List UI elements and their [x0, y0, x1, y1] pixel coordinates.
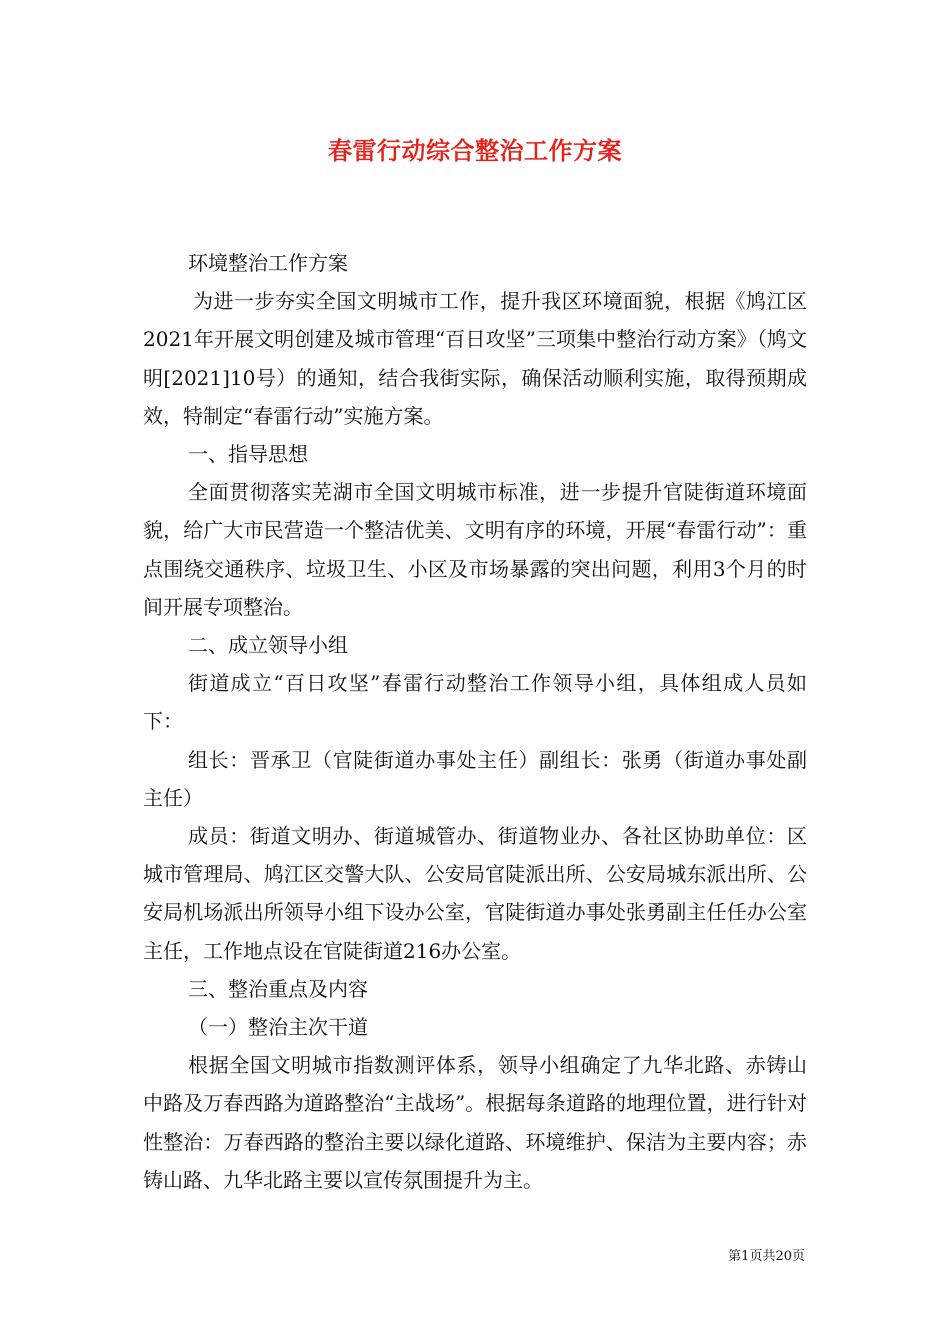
section-heading-guiding-thought: 一、指导思想 [188, 442, 308, 467]
document-title: 春雷行动综合整治工作方案 [328, 136, 622, 165]
paragraph-guiding-thought: 全面贯彻落实芜湖市全国文明城市标准，进一步提升官陡街道环境面貌，给广大市民营造一个整洁优美、文明有序的环境，开展“春雷行动”：重点围绕交通秩序、垃圾卫生、小区及市场暴露的突出问题，利用3个月的时间开展专项整治。 [143, 480, 807, 619]
paragraph-leadership-group: 街道成立“百日攻坚”春雷行动整治工作领导小组，具体组成人员如下： [143, 671, 807, 734]
paragraph-subtitle: 环境整治工作方案 [188, 251, 348, 275]
paragraph-intro: 为进一步夯实全国文明城市工作，提升我区环境面貌，根据《鸠江区2021年开展文明创建及城市管理“百日攻坚”三项集中整治行动方案》（鸠文明[2021]10号）的通知，结合我街实际，确保活动顺利实施，取得预期成效，特制定“春雷行动”实施方案。 [143, 289, 807, 428]
paragraph-group-leaders: 组长：晋承卫（官陡街道办事处主任）副组长：张勇（街道办事处副主任） [143, 747, 807, 810]
paragraph-main-roads: 根据全国文明城市指数测评体系，领导小组确定了九华北路、赤铸山中路及万春西路为道路整治“主战场”。根据每条道路的地理位置，进行针对性整治：万春西路的整治主要以绿化道路、环境维护、保洁为主要内容；赤铸山路、九华北路主要以宣传氛围提升为主。 [143, 1053, 807, 1192]
page-footer [0, 1245, 950, 1263]
section-heading-leadership-group: 二、成立领导小组 [188, 633, 348, 658]
section-heading-key-content: 三、整治重点及内容 [188, 976, 368, 1001]
page-number: 第1页共20页 [728, 1249, 805, 1264]
document-body [143, 244, 807, 1199]
subsection-heading-main-roads: （一）整治主次干道 [188, 1015, 368, 1040]
paragraph-group-members: 成员：街道文明办、街道城管办、街道物业办、各社区协助单位：区城市管理局、鸠江区交警大队、公安局官陡派出所、公安局城东派出所、公安局机场派出所领导小组下设办公室，官陡街道办事处张勇副主任任办公室主任，工作地点设在官陡街道216办公室。 [143, 824, 807, 963]
